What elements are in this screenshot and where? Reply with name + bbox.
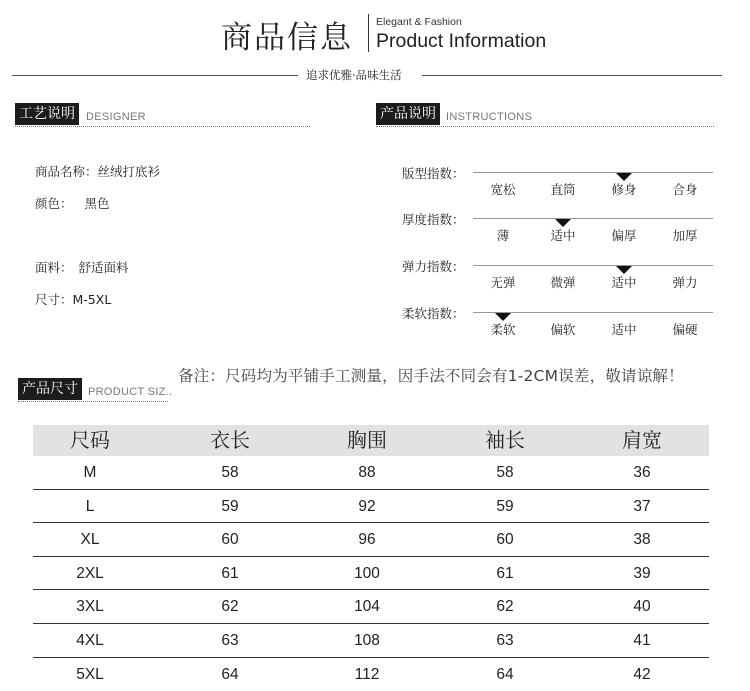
index-selected-marker <box>616 266 632 274</box>
table-cell: 37 <box>633 497 651 515</box>
table-cell: 61 <box>496 564 514 582</box>
table-cell: 62 <box>221 598 239 616</box>
index-option: 适中 <box>611 275 637 290</box>
title-divider <box>368 14 369 52</box>
instructions-divider <box>376 126 714 127</box>
table-cell: 112 <box>354 665 380 683</box>
index-option: 无弹 <box>490 275 516 290</box>
table-cell: 59 <box>221 497 239 515</box>
index-selected-marker <box>495 313 511 321</box>
page-title: 商品信息 <box>221 20 353 56</box>
table-cell: 60 <box>496 531 514 549</box>
table-cell: XL <box>80 531 100 549</box>
table-cell: M <box>83 464 97 481</box>
table-cell: 2XL <box>76 564 104 582</box>
table-cell: 60 <box>221 531 239 549</box>
table-cell: 59 <box>496 497 514 515</box>
header-rule-right <box>422 75 722 76</box>
table-cell: 62 <box>496 598 514 616</box>
instructions-tag: 产品说明 <box>376 103 440 125</box>
index-option: 偏软 <box>550 322 576 337</box>
table-cell: 39 <box>633 564 651 582</box>
table-cell: 64 <box>221 665 239 683</box>
table-cell: 58 <box>221 464 239 481</box>
info-label: 颜色： <box>35 196 73 211</box>
info-fabric <box>35 258 129 276</box>
index-option: 偏硬 <box>672 322 698 337</box>
table-cell: 63 <box>496 632 514 649</box>
index-scale-line <box>473 218 713 219</box>
table-cell: 5XL <box>76 665 104 683</box>
size-tag-en: PRODUCT SIZ.. <box>88 386 173 398</box>
info-label: 面料： <box>35 260 73 275</box>
info-size <box>35 290 111 308</box>
index-option: 薄 <box>496 228 510 243</box>
index-label: 版型指数： <box>402 166 465 181</box>
size-tag: 产品尺寸 <box>18 378 82 400</box>
table-cell: L <box>85 497 95 515</box>
designer-tag-en: DESIGNER <box>86 111 146 123</box>
table-header-size: 尺码 <box>70 428 110 452</box>
table-cell: 58 <box>496 464 514 481</box>
table-cell: 36 <box>633 464 651 481</box>
title-subtitle: Elegant & Fashion <box>376 16 462 28</box>
index-scale-line <box>473 265 713 266</box>
index-option: 合身 <box>672 182 698 197</box>
index-option: 直筒 <box>550 182 576 197</box>
index-option: 适中 <box>611 322 637 337</box>
table-cell: 61 <box>221 564 239 582</box>
info-value: 黑色 <box>84 196 110 211</box>
table-cell: 92 <box>358 497 376 515</box>
table-cell: 41 <box>633 632 651 649</box>
designer-divider <box>15 126 310 127</box>
table-cell: 63 <box>221 632 239 649</box>
index-option: 适中 <box>550 228 576 243</box>
table-cell: 108 <box>354 632 380 649</box>
index-selected-marker <box>555 219 571 227</box>
table-header-length: 衣长 <box>210 428 250 452</box>
index-option: 弹力 <box>672 275 698 290</box>
page-title-english: Product Information <box>376 30 547 52</box>
instructions-tag-en: INSTRUCTIONS <box>446 111 533 123</box>
index-scale-line <box>473 172 713 173</box>
table-cell: 88 <box>358 464 376 481</box>
table-cell: 100 <box>354 564 380 582</box>
table-header-shoulder: 肩宽 <box>622 428 662 452</box>
info-value: 舒适面料 <box>78 260 129 275</box>
table-cell: 42 <box>633 665 651 683</box>
table-cell: 4XL <box>76 632 104 649</box>
index-option: 微弹 <box>550 275 576 290</box>
info-product-name <box>35 162 160 180</box>
table-cell: 96 <box>358 531 376 549</box>
table-cell: 104 <box>354 598 380 616</box>
index-option: 修身 <box>611 182 637 197</box>
table-header-chest: 胸围 <box>347 428 387 452</box>
table-cell: 3XL <box>76 598 104 616</box>
index-label: 柔软指数： <box>402 306 465 321</box>
header-rule-left <box>12 75 298 76</box>
table-cell: 38 <box>633 531 651 549</box>
index-selected-marker <box>616 173 632 181</box>
index-label: 弹力指数： <box>402 259 465 274</box>
index-option: 柔软 <box>490 322 516 337</box>
info-value: 丝绒打底衫 <box>97 164 161 179</box>
info-label: 尺寸： <box>35 292 73 307</box>
table-cell: 40 <box>633 598 651 616</box>
tagline: 追求优雅·品味生活 <box>306 68 402 82</box>
info-label: 商品名称： <box>35 164 98 179</box>
designer-tag: 工艺说明 <box>15 103 79 125</box>
index-label: 厚度指数： <box>402 212 465 227</box>
measurement-note: 备注：尺码均为平铺手工测量，因手法不同会有1-2CM误差，敬请谅解！ <box>178 367 684 385</box>
index-option: 偏厚 <box>611 228 637 243</box>
table-cell: 64 <box>496 665 514 683</box>
index-option: 加厚 <box>672 228 698 243</box>
info-color <box>35 194 110 212</box>
table-header-sleeve: 袖长 <box>485 428 525 452</box>
info-value: M-5XL <box>72 292 112 307</box>
size-divider <box>18 401 168 402</box>
index-option: 宽松 <box>490 182 516 197</box>
